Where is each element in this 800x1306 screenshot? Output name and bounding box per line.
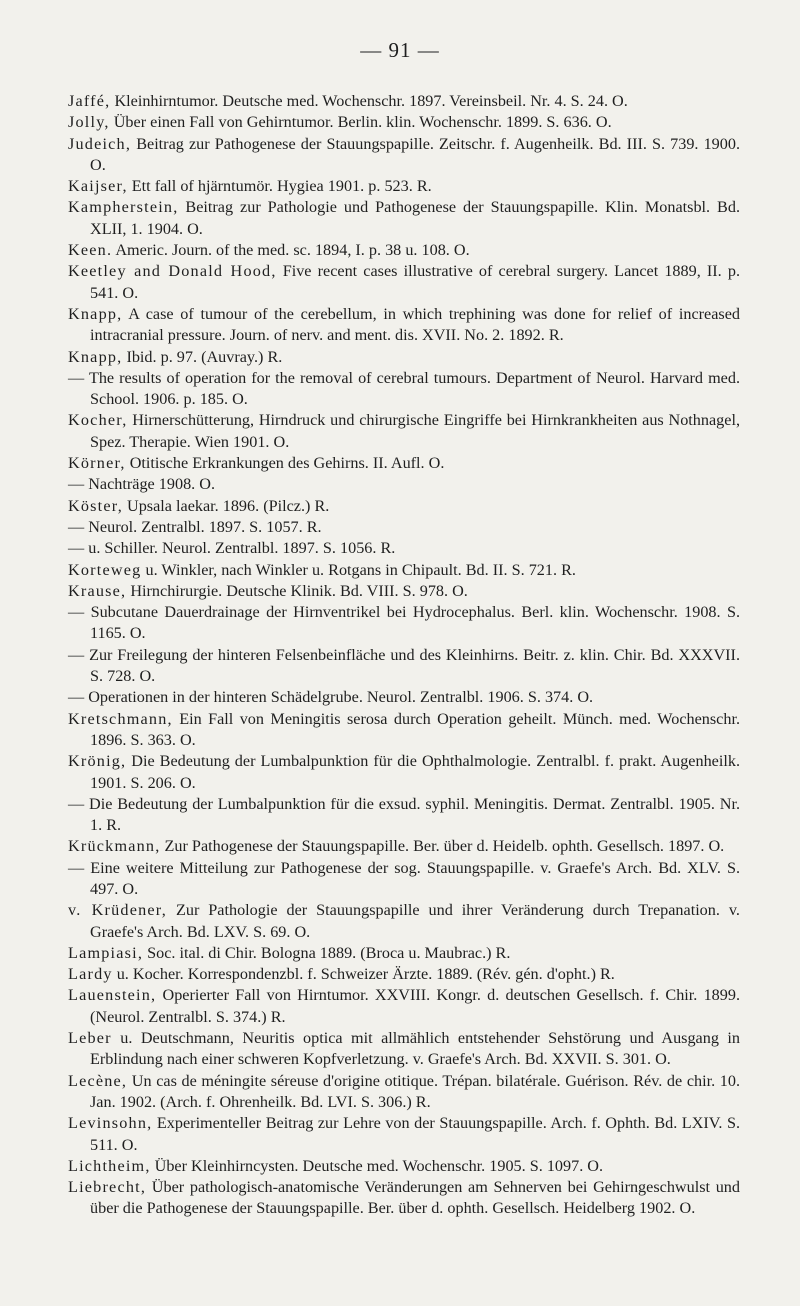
reference-entry	[68, 900, 740, 943]
reference-entry	[68, 496, 740, 517]
reference-text: Ibid. p. 97. (Auvray.) R.	[122, 347, 283, 366]
reference-author: Kampherstein,	[68, 198, 179, 217]
reference-entry	[68, 240, 740, 261]
reference-text: Über einen Fall von Gehirntumor. Berlin. klin. Wochenschr. 1899. S. 636. O.	[109, 113, 612, 132]
reference-text: u. Deutschmann, Neuritis optica mit allmählich entstehender Sehstörung und Ausgang in Erblindung nach einer schweren Kopfverletzung. v. Graefe's Arch. Bd. XXVII. S. 301. O.	[90, 1029, 740, 1069]
reference-entry	[68, 687, 740, 708]
reference-text: Americ. Journ. of the med. sc. 1894, I. p. 38 u. 108. O.	[112, 241, 470, 260]
reference-entry	[68, 347, 740, 368]
reference-author: Köster,	[68, 496, 123, 515]
reference-entry	[68, 964, 740, 985]
reference-text: Über pathologisch-anatomische Veränderungen am Sehnerven bei Gehirngeschwulst und über die Pathogenese der Stauungspapille. Ber. über d. ophth. Gesellsch. Heidelberg 1902. O.	[90, 1178, 740, 1218]
reference-text: Un cas de méningite séreuse d'origine otitique. Trépan. bilatérale. Guérison. Rév. de chir. 10. Jan. 1902. (Arch. f. Ohrenheilk. Bd. LVI. S. 306.) R.	[90, 1071, 740, 1111]
reference-entry	[68, 1156, 740, 1177]
reference-text: A case of tumour of the cerebellum, in which trephining was done for relief of increased intracranial pressure. Journ. of nerv. and ment. dis. XVII. No. 2. 1892. R.	[90, 304, 740, 345]
reference-entry	[68, 581, 740, 602]
reference-text: Upsala laekar. 1896. (Pilcz.) R.	[122, 496, 330, 515]
reference-entry	[68, 112, 740, 133]
reference-entry	[68, 538, 740, 559]
reference-entry	[68, 91, 740, 112]
reference-text: u. Winkler, nach Winkler u. Rotgans in Chipault. Bd. II. S. 721. R.	[141, 560, 576, 579]
reference-entry	[68, 304, 740, 347]
reference-author: Körner,	[68, 454, 126, 473]
reference-author: Knapp,	[68, 304, 123, 323]
reference-entry	[68, 709, 740, 752]
reference-entry	[68, 1113, 740, 1156]
reference-entry	[68, 517, 740, 538]
reference-entry	[68, 1177, 740, 1220]
reference-list	[68, 91, 740, 1220]
reference-author: Jaffé,	[68, 92, 111, 110]
reference-entry	[68, 985, 740, 1028]
reference-text: Die Bedeutung der Lumbalpunktion für die Ophthalmologie. Zentralbl. f. prakt. Augenheilk. 1901. S. 206. O.	[90, 752, 740, 792]
reference-author: Keen.	[68, 241, 113, 260]
reference-text: Operierter Fall von Hirntumor. XXVIII. Kongr. d. deutschen Gesellsch. f. Chir. 1899. (Neurol. Zentralbl. S. 374.) R.	[90, 986, 740, 1026]
reference-text: Ein Fall von Meningitis serosa durch Operation geheilt. Münch. med. Wochenschr. 1896. S. 363. O.	[90, 709, 740, 749]
reference-entry	[68, 197, 740, 240]
reference-author: Jolly,	[68, 113, 110, 132]
reference-text: Otitische Erkrankungen des Gehirns. II. Aufl. O.	[125, 454, 445, 473]
reference-author: Kaijser,	[68, 177, 128, 196]
reference-entry	[68, 176, 740, 197]
reference-author: Kocher,	[68, 411, 128, 430]
reference-text: Soc. ital. di Chir. Bologna 1889. (Broca u. Maubrac.) R.	[143, 943, 511, 962]
reference-entry	[68, 602, 740, 645]
reference-text: — u. Schiller. Neurol. Zentralbl. 1897. S. 1056. R.	[68, 539, 396, 558]
reference-text: Hirnchirurgie. Deutsche Klinik. Bd. VIII. S. 978. O.	[126, 581, 468, 600]
reference-author: Judeich,	[68, 134, 132, 153]
reference-author: Lecène,	[68, 1071, 128, 1090]
reference-text: Five recent cases illustrative of cerebral surgery. Lancet 1889, II. p. 541. O.	[90, 262, 740, 302]
reference-author: Levinsohn,	[68, 1114, 153, 1133]
reference-text: — Nachträge 1908. O.	[68, 475, 215, 494]
reference-author: Krause,	[68, 581, 127, 600]
reference-author: Lichtheim,	[68, 1156, 151, 1175]
reference-entry	[68, 410, 740, 453]
reference-author: Lauenstein,	[68, 986, 157, 1005]
reference-entry	[68, 560, 740, 581]
reference-text: — Subcutane Dauerdrainage der Hirnventrikel bei Hydrocephalus. Berl. klin. Wochenschr. 1908. S. 1165. O.	[68, 603, 740, 643]
reference-text: Beitrag zur Pathogenese der Stauungspapille. Zeitschr. f. Augenheilk. Bd. III. S. 739. 1900. O.	[90, 134, 740, 174]
reference-entry	[68, 453, 740, 474]
page-number: — 91 —	[360, 38, 440, 62]
reference-author: Kretschmann,	[68, 709, 173, 728]
reference-author: Lampiasi,	[68, 943, 144, 962]
reference-author: Knapp,	[68, 347, 123, 366]
reference-entry	[68, 368, 740, 411]
reference-entry	[68, 1028, 740, 1071]
reference-author: Korteweg	[68, 560, 142, 579]
reference-author: Krönig,	[68, 752, 127, 771]
reference-entry	[68, 1071, 740, 1114]
reference-entry	[68, 645, 740, 688]
reference-author: Liebrecht,	[68, 1178, 147, 1197]
reference-entry	[68, 751, 740, 794]
reference-text: u. Kocher. Korrespondenzbl. f. Schweizer Ärzte. 1889. (Rév. gén. d'opht.) R.	[112, 965, 615, 984]
reference-entry	[68, 943, 740, 964]
reference-entry	[68, 794, 740, 837]
reference-text: — Neurol. Zentralbl. 1897. S. 1057. R.	[68, 517, 322, 536]
reference-text: — The results of operation for the removal of cerebral tumours. Department of Neurol. Harvard med. School. 1906. p. 185. O.	[68, 368, 740, 409]
reference-author: Krückmann,	[68, 837, 161, 856]
reference-entry	[68, 836, 740, 857]
reference-text: Ett fall of hjärntumör. Hygiea 1901. p. 523. R.	[127, 177, 432, 196]
reference-text: Über Kleinhirncysten. Deutsche med. Wochenschr. 1905. S. 1097. O.	[150, 1156, 604, 1175]
reference-entry	[68, 858, 740, 901]
reference-author: Keetley and Donald Hood,	[68, 262, 277, 281]
reference-text: — Die Bedeutung der Lumbalpunktion für die exsud. syphil. Meningitis. Dermat. Zentralbl. 1905. Nr. 1. R.	[68, 794, 740, 835]
reference-text: Hirnerschütterung, Hirndruck und chirurgische Eingriffe bei Hirnkrankheiten aus Nothnagel, Spez. Therapie. Wien 1901. O.	[90, 411, 740, 451]
reference-text: Kleinhirntumor. Deutsche med. Wochenschr. 1897. Vereinsbeil. Nr. 4. S. 24. O.	[110, 92, 628, 110]
reference-author: Lardy	[68, 965, 113, 984]
reference-entry	[68, 261, 740, 304]
reference-text: Zur Pathogenese der Stauungspapille. Ber. über d. Heidelb. ophth. Gesellsch. 1897. O.	[160, 837, 725, 856]
reference-text: Zur Pathologie der Stauungspapille und ihrer Veränderung durch Trepanation. v. Graefe's Arch. Bd. LXV. S. 69. O.	[90, 901, 740, 941]
reference-text: Experimenteller Beitrag zur Lehre von der Stauungspapille. Arch. f. Ophth. Bd. LXIV. S. 511. O.	[90, 1114, 740, 1154]
reference-author: Leber	[68, 1029, 112, 1048]
reference-text: Beitrag zur Pathologie und Pathogenese der Stauungspapille. Klin. Monatsbl. Bd. XLII, 1. 1904. O.	[90, 198, 740, 238]
reference-text: — Eine weitere Mitteilung zur Pathogenese der sog. Stauungspapille. v. Graefe's Arch. Bd. XLV. S. 497. O.	[68, 858, 740, 898]
reference-entry	[68, 474, 740, 495]
reference-author: v. Krüdener,	[68, 901, 167, 920]
reference-text: — Operationen in der hinteren Schädelgrube. Neurol. Zentralbl. 1906. S. 374. O.	[68, 688, 594, 707]
reference-text: — Zur Freilegung der hinteren Felsenbeinfläche und des Kleinhirns. Beitr. z. klin. Chir. Bd. XXXVII. S. 728. O.	[68, 645, 740, 686]
reference-entry	[68, 134, 740, 177]
